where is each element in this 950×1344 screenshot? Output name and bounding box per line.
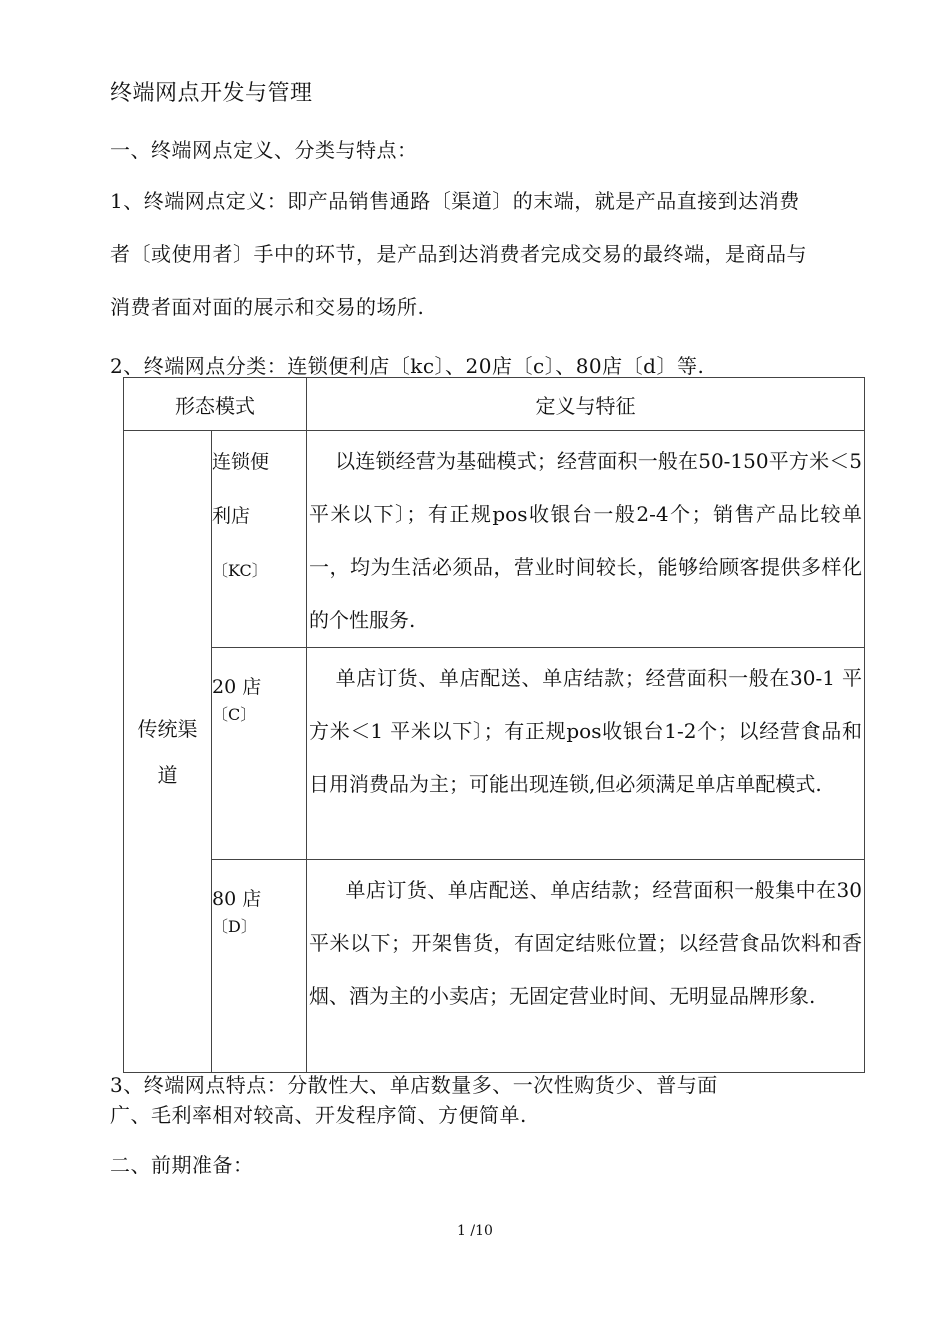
subtype-cell-d: [212, 860, 307, 1073]
section-heading-1: 一、终端网点定义、分类与特点：: [110, 138, 418, 162]
definition-paragraph-line-1: 1、终端网点定义：即产品销售通路〔渠道〕的末端，就是产品直接到达消费: [110, 189, 800, 213]
table-header-mode: 形态模式: [124, 378, 307, 431]
document-title: 终端网点开发与管理: [110, 81, 313, 106]
subtype-label: 连锁便: [212, 451, 270, 473]
classification-paragraph: 2、终端网点分类：连锁便利店〔kc〕、20店〔c〕、80店〔d〕等.: [110, 354, 705, 378]
table-header-definition: 定义与特征: [307, 378, 865, 431]
subtype-label: 利店: [212, 505, 251, 527]
subtype-label: 80 店: [212, 888, 262, 910]
description-text: 以连锁经营为基础模式；经营面积一般在50-150平方米＜5平米以下〕；有正规pos收银台一般2-4个；销售产品比较单一，均为生活必须品，营业时间较长，能够给顾客提供多样化的个性服务.: [309, 449, 862, 632]
features-paragraph-line-2: 广、毛利率相对较高、开发程序简、方便简单.: [110, 1103, 527, 1127]
section-heading-2: 二、前期准备：: [110, 1153, 254, 1177]
table-row: [124, 431, 865, 648]
subtype-code: 〔D〕: [212, 917, 257, 936]
outlet-type-table: [123, 377, 865, 1073]
table-row: [124, 860, 865, 1073]
subtype-label: 20 店: [212, 676, 262, 698]
table-row: [124, 648, 865, 860]
description-text: 单店订货、单店配送、单店结款；经营面积一般在30-1 平方米＜1 平米以下〕；有正规pos收银台1-2个；以经营食品和日用消费品为主；可能出现连锁,但必须满足单店单配模式.: [309, 666, 862, 796]
description-text: 单店订货、单店配送、单店结款；经营面积一般集中在30平米以下；开架售货，有固定结账位置；以经营食品饮料和香烟、酒为主的小卖店；无固定营业时间、无明显品牌形象.: [309, 878, 862, 1008]
description-cell-c: [307, 648, 865, 860]
definition-paragraph-line-3: 消费者面对面的展示和交易的场所.: [110, 295, 425, 319]
subtype-code: 〔C〕: [212, 705, 257, 724]
category-label-line-1: 传统渠: [137, 716, 198, 741]
page-number: 1 /10: [457, 1223, 493, 1239]
description-cell-d: [307, 860, 865, 1073]
subtype-cell-c: [212, 648, 307, 860]
category-cell: [124, 431, 212, 1073]
features-paragraph-line-1: 3、终端网点特点：分散性大、单店数量多、一次性购货少、普与面: [110, 1073, 718, 1097]
description-cell-kc: [307, 431, 865, 648]
definition-paragraph-line-2: 者〔或使用者〕手中的环节，是产品到达消费者完成交易的最终端，是商品与: [110, 242, 807, 266]
subtype-code: 〔KC〕: [212, 561, 268, 580]
table-header-row: [124, 378, 865, 431]
category-label-line-2: 道: [157, 762, 178, 787]
subtype-cell-kc: [212, 431, 307, 648]
